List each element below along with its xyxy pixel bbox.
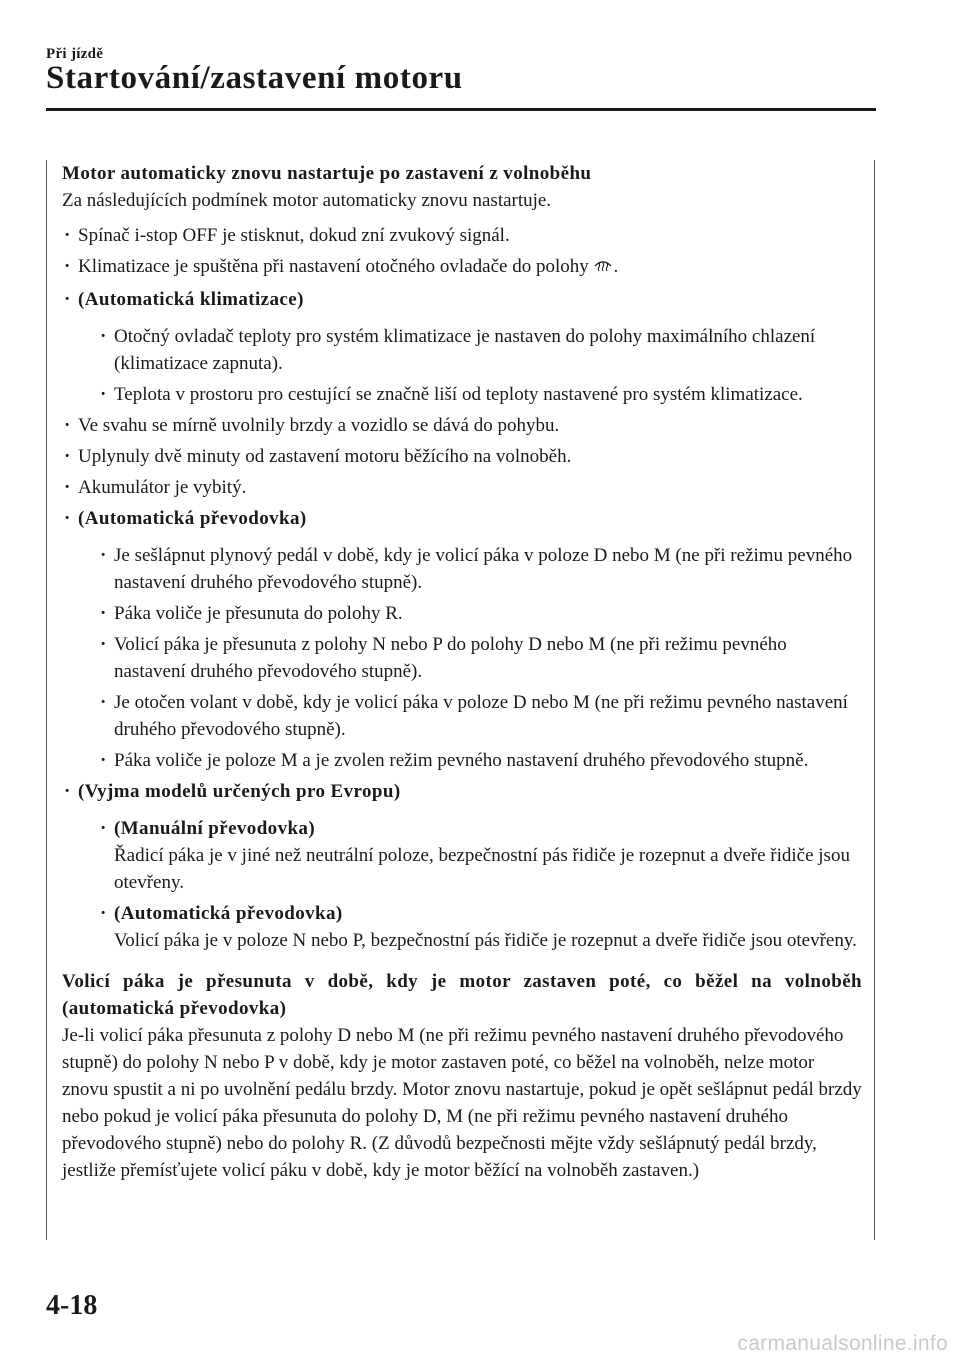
section-restart (62, 160, 862, 954)
condition-list (62, 222, 862, 954)
sub-list-item (98, 900, 862, 954)
list-item-text: Uplynuly dvě minuty od zastavení motoru běžícího na volnoběh. (78, 446, 572, 467)
watermark: carmanualsonline.info (737, 1332, 948, 1355)
sub-list-item: · Páka voliče je přesunuta do polohy R. (98, 600, 862, 627)
sub-list-item: · Páka voliče je poloze M a je zvolen režim pevného nastavení druhého převodového stupně. (98, 747, 862, 774)
section-selector-moved (62, 968, 862, 1184)
sub-list-item (98, 815, 862, 896)
sub-list-heading: · (Manuální převodovka) (114, 818, 316, 839)
page-title: Startování/zastavení motoru (46, 60, 463, 96)
page-number: 4-18 (46, 1290, 98, 1321)
list-item-text: Klimatizace je spuštěna při nastavení otočného ovladače do polohy (78, 256, 589, 277)
section-intro: Za následujících podmínek motor automaticky znovu nastartuje. (62, 190, 552, 211)
section-body: Je-li volicí páka přesunuta z polohy D nebo M (ne při režimu pevného nastavení druhého převodového stupně) do polohy N nebo P v době, kdy je motor zastaven poté, co běžel na volnoběh, nelze motor znovu spustit a ni po uvolnění pedálu brzdy. Motor znovu nastartuje, pokud je opět sešlápnut pedál brzdy nebo pokud je volicí páka přesunuta do polohy D, M (ne při režimu pevného nastavení druhého převodového stupně) nebo do polohy R. (Z důvodů bezpečnosti mějte vždy sešlápnutý pedál brzdy, jestliže přemísťujete volicí páku v době, kdy je motor běžící na volnoběh zastaven.) (62, 1025, 862, 1181)
list-item (62, 222, 862, 249)
list-item (62, 443, 862, 470)
section-heading: Motor automaticky znovu nastartuje po zastavení z volnoběhu (62, 163, 592, 184)
list-item (62, 778, 862, 954)
sub-list-item: · Teplota v prostoru pro cestující se značně liší od teploty nastavené pro systém klimatizace. (98, 381, 862, 408)
front-defroster-icon (593, 255, 613, 282)
list-item (62, 412, 862, 439)
sub-list-item: · Otočný ovladač teploty pro systém klimatizace je nastaven do polohy maximálního chlazení (klimatizace zapnuta). (98, 323, 862, 377)
list-item (62, 286, 862, 408)
sub-list-text: Řadicí páka je v jiné než neutrální poloze, bezpečnostní pás řidiče je rozepnut a dveře řidiče jsou otevřeny. (114, 845, 850, 893)
list-item-text: Akumulátor je vybitý. (78, 477, 247, 498)
list-item-text: Ve svahu se mírně uvolnily brzdy a vozidlo se dává do pohybu. (78, 415, 560, 436)
title-divider (46, 108, 876, 111)
sub-list-item: · Je otočen volant v době, kdy je volicí páka v poloze D nebo M (ne při režimu pevného nastavení druhého převodového stupně). (98, 689, 862, 743)
section-label: Při jízdě (46, 46, 104, 62)
column-border-right (874, 160, 875, 1240)
list-item (62, 253, 862, 282)
main-content (62, 160, 862, 1184)
column-border-left (46, 160, 47, 1240)
list-item-end: . (613, 256, 619, 277)
list-item-heading: (Vyjma modelů určených pro Evropu) (78, 781, 401, 802)
sub-list-item: · Volicí páka je přesunuta z polohy N nebo P do polohy D nebo M (ne při režimu pevného nastavení druhého převodového stupně). (98, 631, 862, 685)
list-item-heading: (Automatická převodovka) (78, 508, 307, 529)
sub-list-heading: · (Automatická převodovka) (114, 903, 343, 924)
sub-list (98, 323, 862, 408)
sub-list (98, 815, 862, 954)
list-item (62, 505, 862, 774)
sub-list-text: Volicí páka je v poloze N nebo P, bezpečnostní pás řidiče je rozepnut a dveře řidiče jsou otevřeny. (114, 930, 857, 951)
list-item (62, 474, 862, 501)
section-heading: Volicí páka je přesunuta v době, kdy je motor zastaven poté, co běžel na volnoběh (automatická převodovka) (62, 971, 862, 1019)
list-item-text: Spínač i-stop OFF je stisknut, dokud zní zvukový signál. (78, 225, 510, 246)
sub-list (98, 542, 862, 774)
list-item-heading: (Automatická klimatizace) (78, 289, 304, 310)
sub-list-item: · Je sešlápnut plynový pedál v době, kdy je volicí páka v poloze D nebo M (ne při režimu pevného nastavení druhého převodového stupně). (98, 542, 862, 596)
